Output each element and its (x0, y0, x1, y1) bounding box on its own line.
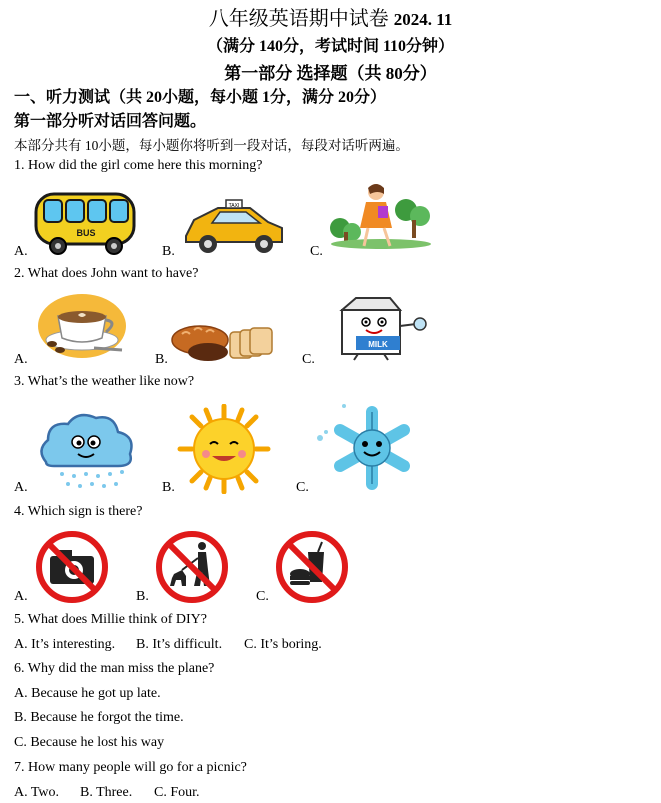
question-7: 7. How many people will go for a picnic? (14, 760, 247, 775)
q6-option-c[interactable]: C. Because he lost his way (14, 735, 165, 750)
exam-subtitle: （满分 140分，考试时间 110分钟） (206, 38, 455, 55)
sun-icon (176, 404, 272, 494)
question-6: 6. Why did the man miss the plane? (14, 661, 215, 676)
taxi-icon (180, 198, 288, 256)
question-4: 4. Which sign is there? (14, 504, 143, 519)
no-dogs-sign-icon (152, 530, 232, 604)
snowflake-icon (312, 402, 422, 494)
no-photo-sign-icon (32, 530, 112, 604)
q2-option-c[interactable]: C. (302, 352, 315, 367)
q7-option-a[interactable]: A. Two. (14, 785, 60, 800)
milk-icon (328, 296, 428, 362)
milk-label: MILK (368, 340, 388, 349)
q3-option-b[interactable]: B. (162, 480, 175, 495)
question-2: 2. What does John want to have? (14, 266, 199, 281)
coffee-icon (34, 290, 130, 360)
sub-section-heading: 第一部分听对话回答问题。 (14, 113, 207, 130)
q2-option-b[interactable]: B. (155, 352, 168, 367)
q4-option-a[interactable]: A. (14, 589, 28, 604)
instruction-text: 本部分共有 10小题，每小题你将听到一段对话，每段对话听两遍。 (14, 138, 409, 153)
q7-option-b[interactable]: B. Three. (80, 785, 133, 800)
question-1: 1. How did the girl come here this morning? (14, 158, 263, 173)
part-heading: 第一部分 选择题（共 80分） (224, 64, 437, 83)
q5-option-a[interactable]: A. It’s interesting. (14, 637, 116, 652)
exam-date: 2024. 11 (393, 10, 453, 29)
section-heading: 一、听力测试（共 20小题，每小题 1分，满分 20分） (14, 89, 387, 106)
bus-label: BUS (76, 228, 96, 238)
question-3: 3. What’s the weather like now? (14, 374, 195, 389)
q5-option-c[interactable]: C. It’s boring. (244, 637, 322, 652)
bread-icon (170, 318, 278, 362)
q1-option-a[interactable]: A. (14, 244, 28, 259)
q1-option-c[interactable]: C. (310, 244, 323, 259)
question-5: 5. What does Millie think of DIY? (14, 612, 207, 627)
q6-option-b[interactable]: B. Because he forgot the time. (14, 710, 184, 725)
bus-icon (32, 188, 140, 256)
taxi-label: TAXI (228, 203, 240, 209)
exam-title (0, 2, 661, 31)
q1-option-b[interactable]: B. (162, 244, 175, 259)
q5-option-b[interactable]: B. It’s difficult. (136, 637, 223, 652)
q6-option-a[interactable]: A. Because he got up late. (14, 686, 161, 701)
q3-option-a[interactable]: A. (14, 480, 28, 495)
title-text: 八年级英语期中试卷 (208, 8, 389, 30)
q2-option-a[interactable]: A. (14, 352, 28, 367)
no-food-sign-icon (272, 530, 352, 604)
q3-option-c[interactable]: C. (296, 480, 309, 495)
walking-girl-icon (326, 180, 436, 256)
q4-option-c[interactable]: C. (256, 589, 269, 604)
q7-option-c[interactable]: C. Four. (154, 785, 200, 800)
rainy-cloud-icon (34, 410, 140, 492)
q4-option-b[interactable]: B. (136, 589, 149, 604)
